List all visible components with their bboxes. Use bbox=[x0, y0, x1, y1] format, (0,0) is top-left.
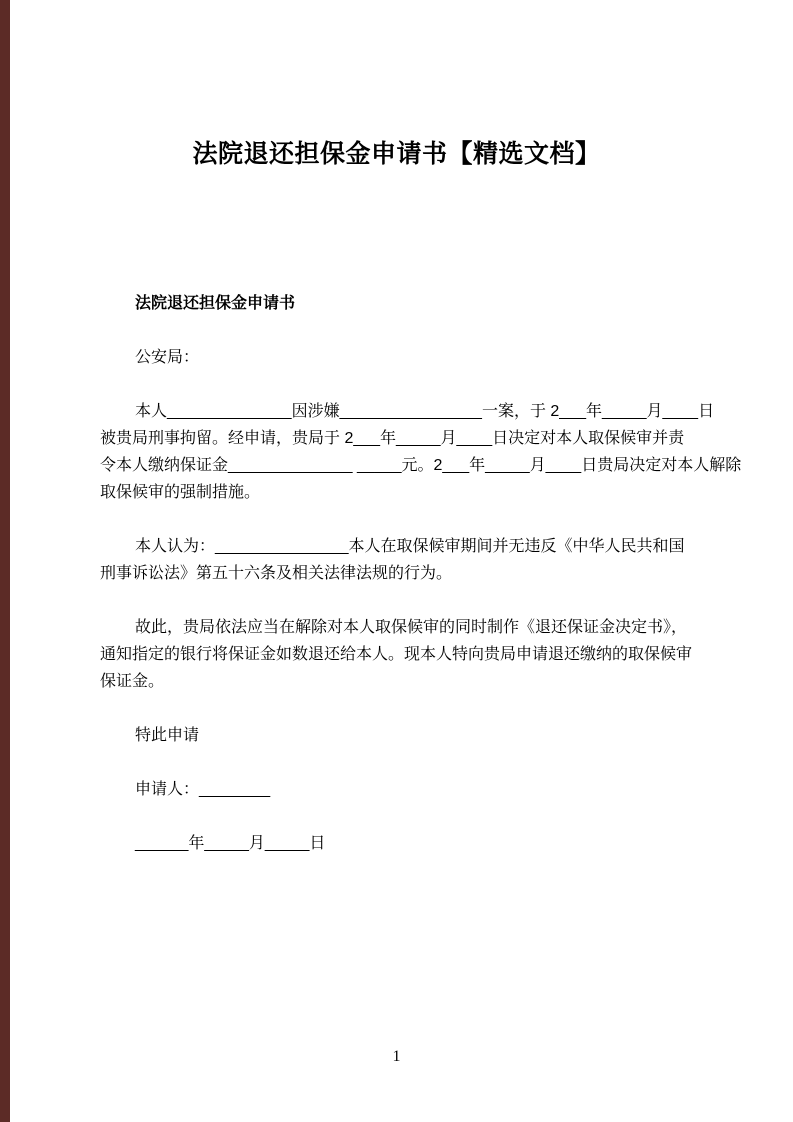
paragraph-line: 取保候审的强制措施。 bbox=[100, 484, 261, 501]
document-body bbox=[100, 290, 742, 884]
applicant-block bbox=[100, 776, 700, 803]
closing-block bbox=[100, 722, 700, 749]
paragraph-line: 保证金。 bbox=[100, 673, 165, 690]
paragraph-2 bbox=[100, 533, 700, 587]
paragraph-line: 本人______________因涉嫌________________一案，于 2___年_____月____日 bbox=[135, 403, 715, 420]
salutation-block bbox=[100, 344, 700, 371]
paragraph-3 bbox=[100, 614, 700, 695]
date-block bbox=[100, 830, 700, 857]
salutation: 公安局： bbox=[135, 349, 200, 366]
document-heading-block bbox=[100, 290, 700, 317]
date-line: ______年_____月_____日 bbox=[135, 835, 326, 852]
page-number: 1 bbox=[392, 1048, 401, 1065]
document-heading: 法院退还担保金申请书 bbox=[135, 295, 296, 312]
paragraph-line: 故此，贵局依法应当在解除对本人取保候审的同时制作《退还保证金决定书》， bbox=[135, 619, 688, 636]
paragraph-line: 令本人缴纳保证金______________ _____元。2___年_____月____日贵局决定对本人解除 bbox=[100, 457, 742, 474]
applicant-signature-line: 申请人：________ bbox=[135, 781, 271, 798]
paragraph-line: 被贵局刑事拘留。经申请，贵局于 2___年_____月____日决定对本人取保候审并责 bbox=[100, 430, 685, 447]
paragraph-line: 通知指定的银行将保证金如数退还给本人。现本人特向贵局申请退还缴纳的取保候审 bbox=[100, 646, 693, 663]
document-title: 法院退还担保金申请书【精选文档】 bbox=[192, 140, 601, 168]
paragraph-1 bbox=[100, 398, 742, 506]
closing-phrase: 特此申请 bbox=[135, 727, 200, 744]
paragraph-line: 本人认为：_______________本人在取保候审期间并无违反《中华人民共和国 bbox=[135, 538, 685, 555]
paragraph-line: 刑事诉讼法》第五十六条及相关法律法规的行为。 bbox=[100, 565, 453, 582]
